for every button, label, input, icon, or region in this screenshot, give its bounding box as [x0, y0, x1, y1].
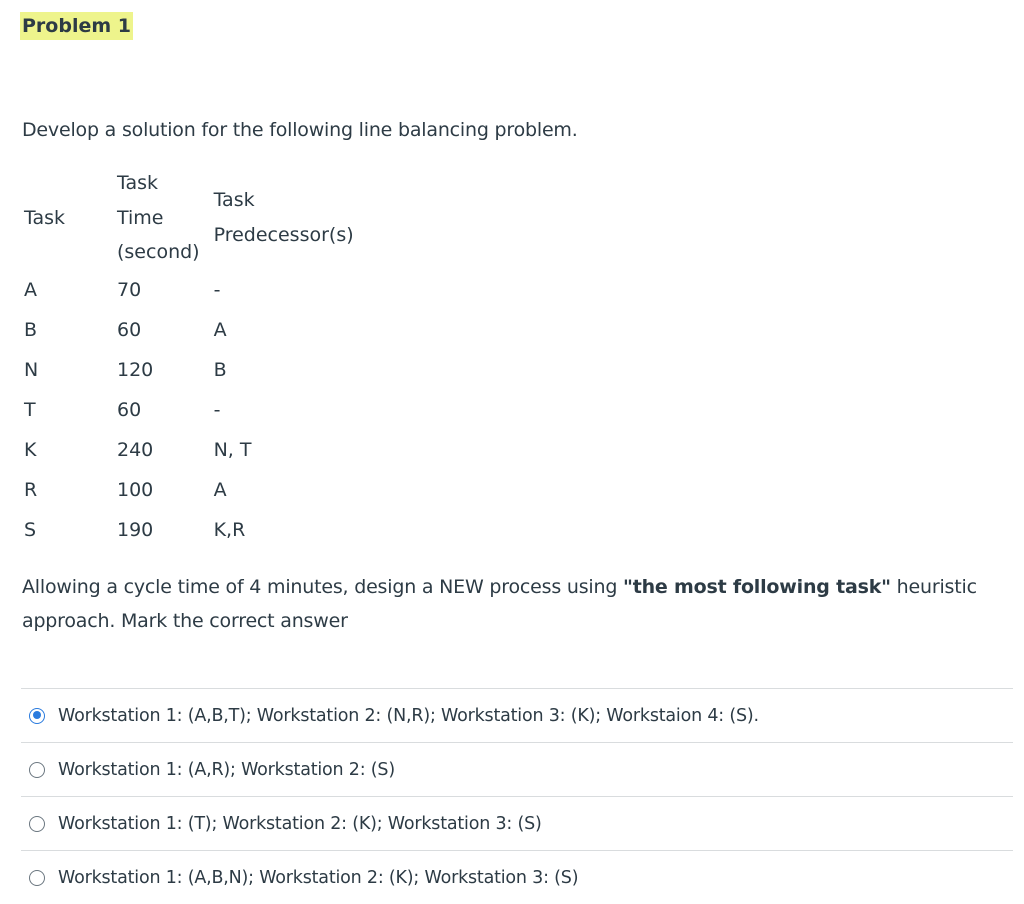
header-task-label: Task: [24, 206, 66, 229]
answer-option-2[interactable]: [21, 742, 1013, 796]
header-pred-line2: Predecessor(s): [213, 223, 354, 246]
task-table: [16, 166, 380, 550]
intro-text: Develop a solution for the following line balancing problem.: [22, 119, 578, 141]
table-row: [16, 390, 380, 430]
header-task: [16, 166, 109, 270]
cell-predecessors: -: [213, 398, 221, 421]
table-row: [16, 430, 380, 470]
table-row: [16, 510, 380, 550]
table-row: [16, 350, 380, 390]
cell-time: 100: [117, 478, 154, 501]
cell-task: A: [24, 278, 37, 301]
table-row: [16, 470, 380, 510]
header-pred-line1: Task: [213, 189, 255, 212]
question-after: heuristic approach. Mark the correct answer: [22, 576, 977, 632]
answer-option-3[interactable]: [21, 796, 1013, 850]
answer-label: Workstation 1: (A,B,T); Workstation 2: (N,R); Workstation 3: (K); Workstaion 4: (S).: [58, 705, 759, 726]
radio-unselected-icon[interactable]: [29, 870, 45, 886]
answer-label: Workstation 1: (T); Workstation 2: (K); Workstation 3: (S): [58, 813, 542, 834]
cell-time: 70: [117, 278, 142, 301]
cell-predecessors: K,R: [213, 518, 246, 541]
problem-title: Problem 1: [20, 12, 133, 40]
cell-predecessors: A: [213, 318, 227, 341]
question-bold-phrase: "the most following task": [623, 576, 891, 598]
table-row: [16, 270, 380, 310]
cell-predecessors: B: [213, 358, 227, 381]
answer-option-4[interactable]: [21, 850, 1013, 904]
header-time-line1: Task: [117, 172, 159, 194]
cell-time: 120: [117, 358, 154, 381]
cell-time: 60: [117, 318, 142, 341]
cell-task: K: [24, 438, 37, 461]
radio-unselected-icon[interactable]: [29, 816, 45, 832]
cell-predecessors: N, T: [213, 438, 252, 461]
radio-unselected-icon[interactable]: [29, 762, 45, 778]
cell-predecessors: A: [213, 478, 227, 501]
table-row: [16, 310, 380, 350]
cell-time: 240: [117, 438, 154, 461]
cell-task: N: [24, 358, 39, 381]
answer-option-1[interactable]: [21, 688, 1013, 742]
cell-time: 60: [117, 398, 142, 421]
cell-task: T: [24, 398, 36, 421]
table-header-row: [16, 166, 380, 270]
header-time-line3: (second): [117, 241, 200, 263]
task-table-body: [16, 270, 380, 550]
cell-task: B: [24, 318, 38, 341]
cell-predecessors: -: [213, 278, 221, 301]
cell-task: S: [24, 518, 37, 541]
cell-time: 190: [117, 518, 154, 541]
radio-selected-icon[interactable]: [29, 708, 45, 724]
answer-choices: [21, 688, 1013, 904]
question-before: Allowing a cycle time of 4 minutes, design a NEW process using: [22, 576, 624, 598]
cell-task: R: [24, 478, 38, 501]
header-task-predecessors: [206, 166, 380, 270]
question-text: [22, 570, 1022, 638]
answer-label: Workstation 1: (A,B,N); Workstation 2: (K); Workstation 3: (S): [58, 867, 579, 888]
answer-label: Workstation 1: (A,R); Workstation 2: (S): [58, 759, 395, 780]
header-task-time: [109, 166, 206, 270]
header-time-line2: Time: [117, 206, 164, 229]
